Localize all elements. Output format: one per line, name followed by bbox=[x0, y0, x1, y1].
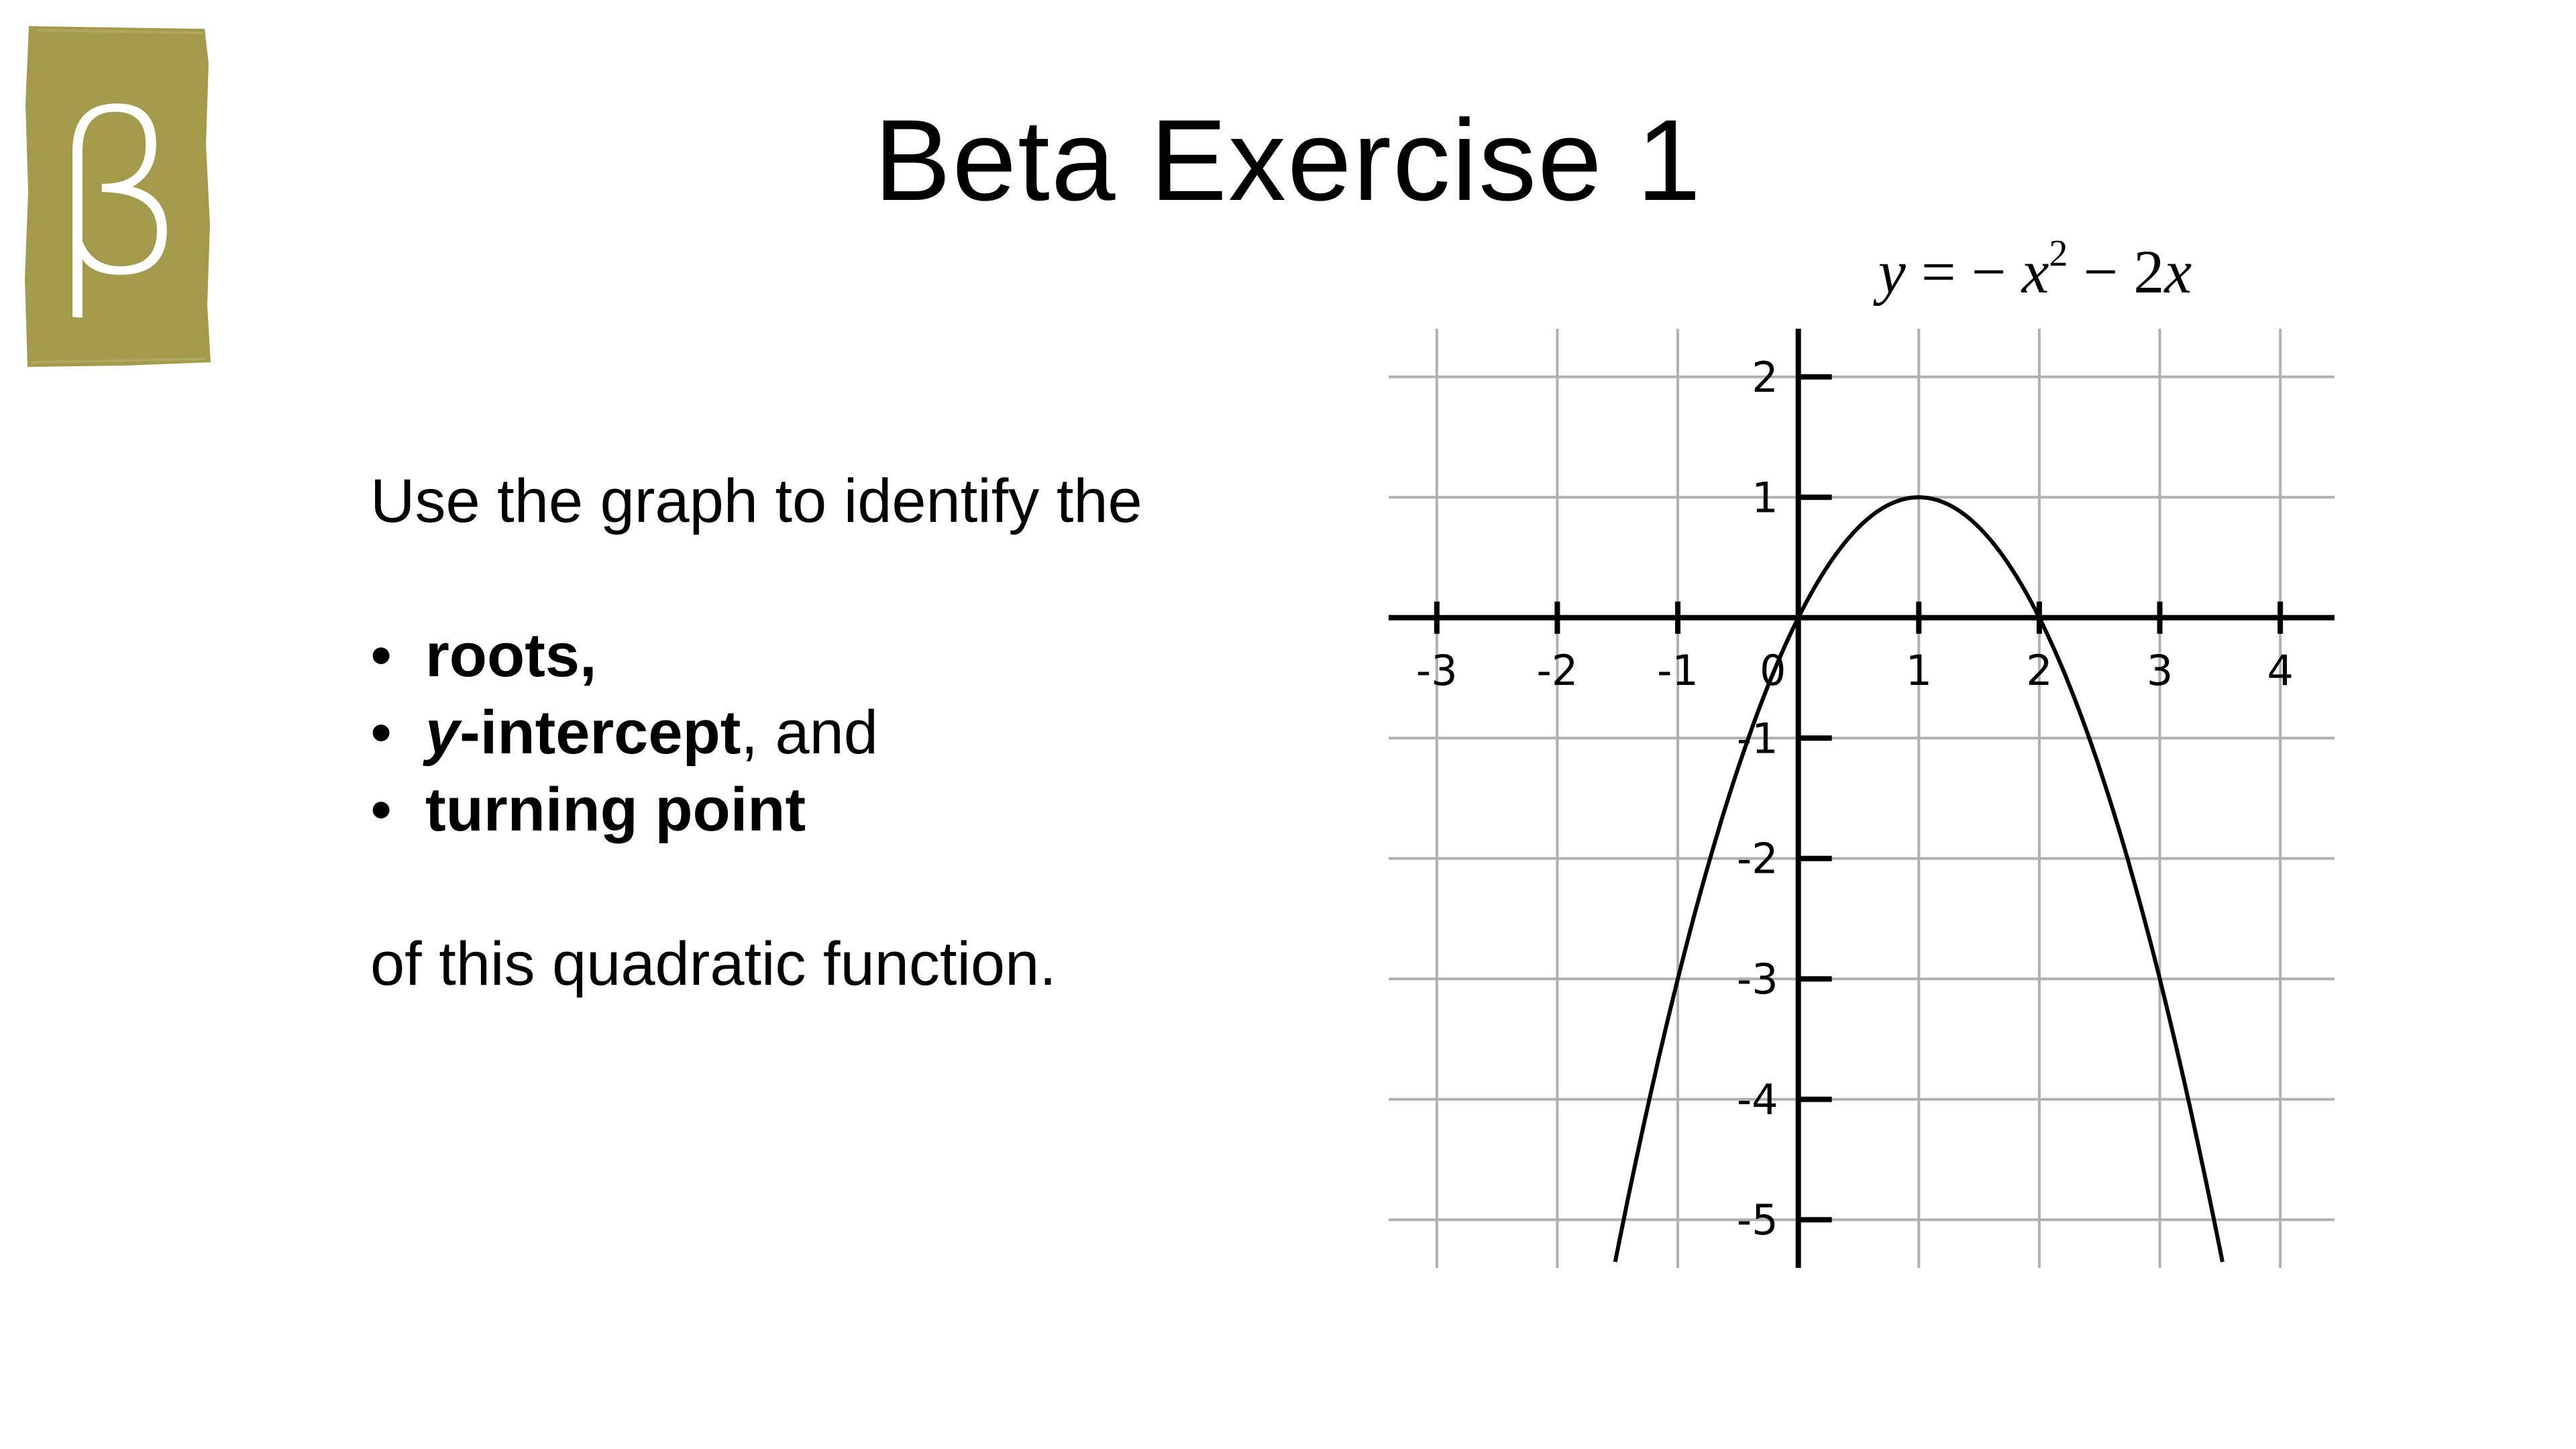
item-roots-label: roots, bbox=[425, 621, 597, 690]
list-item-roots bbox=[370, 617, 1377, 694]
x-tick-label: -2 bbox=[1536, 645, 1578, 695]
bullet-icon: • bbox=[370, 621, 392, 690]
eq-var2: x bbox=[2164, 237, 2192, 306]
eq-minus: − 2 bbox=[2068, 237, 2165, 306]
eq-equals: = − bbox=[1905, 237, 2022, 306]
slide-title: Beta Exercise 1 bbox=[873, 96, 1703, 225]
prompt-text bbox=[370, 463, 1377, 1003]
item-turning-point-label: turning point bbox=[425, 775, 806, 844]
bullet-icon: • bbox=[370, 775, 392, 844]
list-item-y-intercept bbox=[370, 694, 1377, 771]
function-equation bbox=[1878, 233, 2281, 307]
y-tick-label: -1 bbox=[1736, 714, 1778, 763]
item-intercept-rest: , and bbox=[741, 698, 878, 767]
x-tick-label: 2 bbox=[2026, 645, 2053, 695]
y-tick-label: 1 bbox=[1752, 473, 1778, 523]
x-tick-label: -1 bbox=[1657, 645, 1699, 695]
x-tick-label: 0 bbox=[1759, 645, 1786, 695]
y-tick-label: 2 bbox=[1752, 352, 1778, 402]
parabola-graph bbox=[1375, 322, 2348, 1275]
list-item-turning-point bbox=[370, 771, 1377, 849]
x-tick-label: -3 bbox=[1415, 645, 1458, 695]
y-tick-label: -4 bbox=[1736, 1075, 1778, 1124]
y-tick-label: -2 bbox=[1736, 834, 1778, 883]
x-tick-label: 1 bbox=[1905, 645, 1933, 695]
x-tick-label: 4 bbox=[2267, 645, 2294, 695]
prompt-outro: of this quadratic function. bbox=[370, 930, 1057, 998]
prompt-intro: Use the graph to identify the bbox=[370, 467, 1142, 535]
x-tick-label: 3 bbox=[2146, 645, 2174, 695]
logo-glyph: β bbox=[46, 66, 189, 324]
eq-power: 2 bbox=[2049, 233, 2068, 274]
bullet-icon: • bbox=[370, 698, 392, 767]
y-tick-label: -5 bbox=[1736, 1195, 1778, 1245]
eq-var: x bbox=[2021, 237, 2049, 306]
item-y-var: y bbox=[425, 698, 460, 767]
eq-lhs: y bbox=[1878, 237, 1906, 306]
graph-svg bbox=[1375, 322, 2348, 1275]
item-intercept-label: -intercept bbox=[460, 698, 741, 767]
y-tick-label: -3 bbox=[1736, 955, 1778, 1004]
prompt-list bbox=[370, 617, 1377, 849]
